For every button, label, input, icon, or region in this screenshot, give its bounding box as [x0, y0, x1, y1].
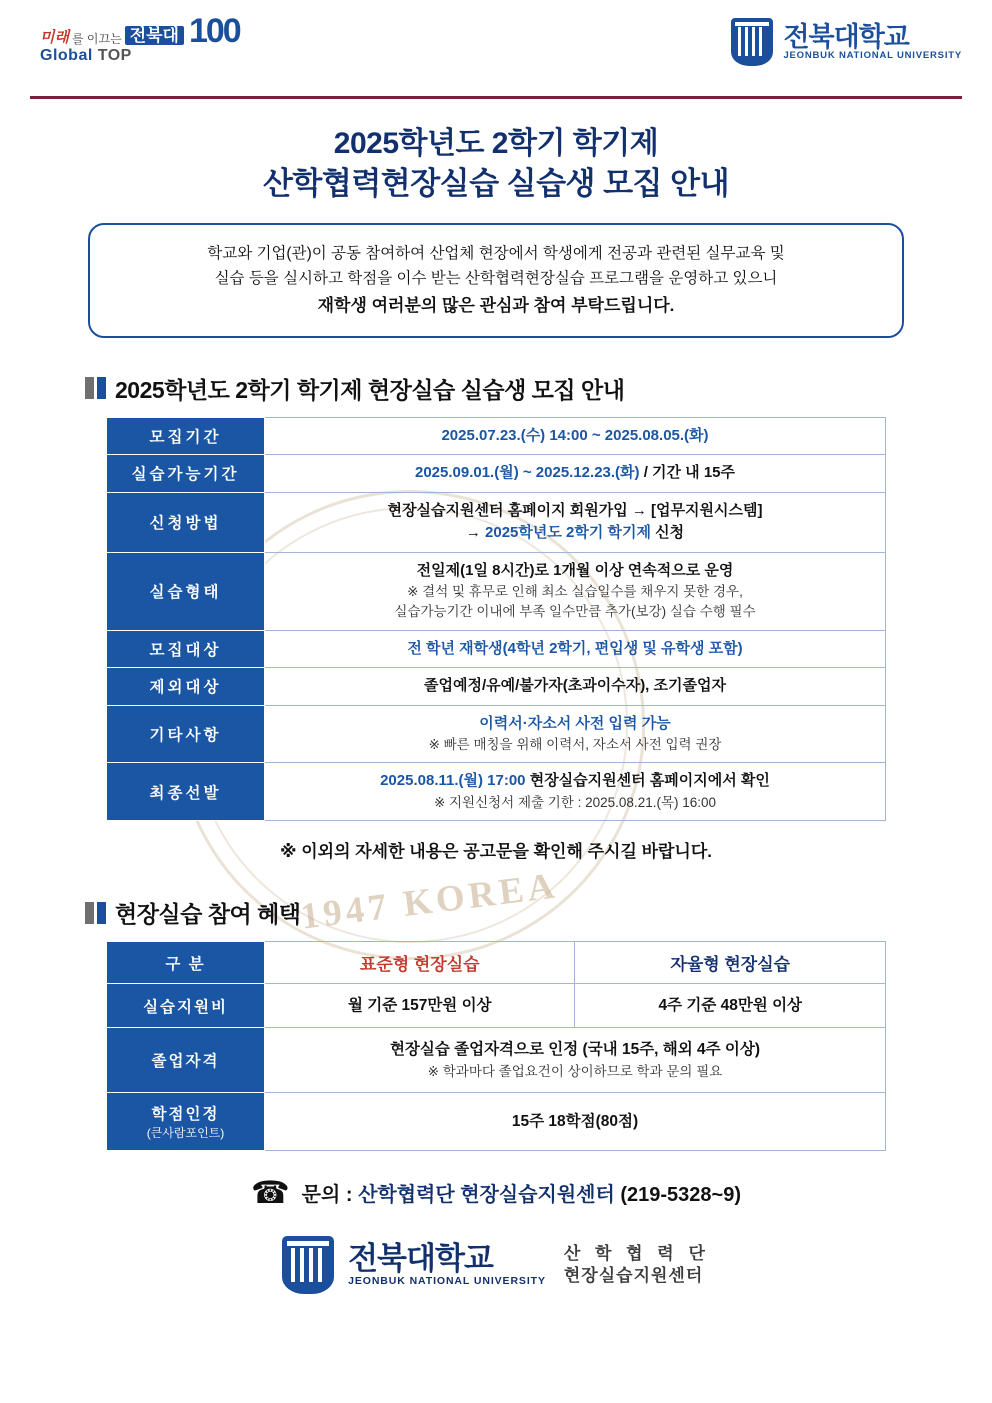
row-label-recruit-period: 모집기간 — [107, 417, 265, 455]
row-value-recruit-period — [265, 417, 886, 455]
phone-icon: ☎ — [251, 1174, 290, 1210]
benefits-table — [106, 941, 886, 1151]
apply-method-line2 — [275, 522, 875, 545]
row-label-apply-method: 신청방법 — [107, 492, 265, 552]
row-value-etc — [265, 705, 886, 763]
apply-method-arrow: → — [465, 524, 486, 542]
recruitment-table — [106, 417, 886, 822]
row-label-graduation: 졸업자격 — [107, 1028, 265, 1093]
logo-ikkneun-text: 를 이끄는 — [71, 32, 122, 47]
etc-line1: 이력서·자소서 사전 입력 가능 — [479, 714, 671, 732]
row-label-etc: 기타사항 — [107, 705, 265, 763]
global-top-100-logo — [40, 12, 240, 65]
logo-jbnu-text: 전북대 — [125, 26, 184, 45]
page-title-line2: 산학협력현장실습 실습생 모집 안내 — [262, 165, 730, 201]
recruit-period-value: 2025.07.23.(수) 14:00 ~ 2025.08.05.(화) — [441, 426, 709, 444]
final-selection-where: 현장실습지원센터 홈페이지에서 확인 — [525, 772, 770, 790]
row-label-final-selection: 최종선발 — [107, 763, 265, 821]
row-value-apply-method — [265, 492, 886, 552]
header-divider — [30, 96, 962, 99]
page-header — [0, 0, 992, 96]
section1-footnote: ※ 이외의 자세한 내용은 공고문을 확인해 주시길 바랍니다. — [279, 842, 713, 862]
footer-university-en: JEONBUK NATIONAL UNIVERSITY — [348, 1274, 546, 1287]
page-footer — [0, 1236, 992, 1294]
footer-org-line1: 산 학 협 력 단 — [563, 1243, 710, 1263]
internship-type-line1: 전일제(1일 8시간)로 1개월 이상 연속적으로 운영 — [416, 561, 734, 579]
final-selection-line1 — [275, 770, 875, 793]
table-row — [107, 1092, 886, 1150]
row-label-internship-period: 실습가능기간 — [107, 455, 265, 493]
intro-line3: 재학생 여러분의 많은 관심과 참여 부탁드립니다. — [317, 295, 675, 315]
section-marker-icon — [85, 377, 106, 399]
intro-line1: 학교와 기업(관)이 공동 참여하여 산업체 현장에서 학생에게 전공과 관련된 실무교육 및 — [207, 244, 785, 262]
university-logo — [731, 18, 962, 66]
contact-prefix: 문의 : — [301, 1183, 359, 1206]
page-title-line1: 2025학년도 2학기 학기제 — [333, 127, 659, 160]
footer-crest-icon — [282, 1236, 334, 1294]
contact-tel: (219-5328~9) — [614, 1183, 741, 1206]
excluded-value: 졸업예정/유예/불가자(초과이수자), 조기졸업자 — [424, 677, 726, 695]
row-value-final-selection — [265, 763, 886, 821]
footer-org-line2: 현장실습지원센터 — [563, 1265, 704, 1285]
logo-global-text: Global — [40, 47, 93, 65]
table-row — [107, 455, 886, 493]
footer-university-ko: 전북대학교 — [348, 1241, 493, 1277]
target-value: 전 학년 재학생(4학년 2학기, 편입생 및 유학생 포함) — [407, 639, 743, 657]
graduation-value — [265, 1028, 886, 1093]
logo-mirae-text: 미래 — [40, 29, 69, 47]
credit-label-main: 학점인정 — [151, 1105, 220, 1123]
support-fee-standard: 월 기준 157만원 이상 — [265, 984, 575, 1028]
row-label-credit — [107, 1092, 265, 1150]
row-value-internship-period — [265, 455, 886, 493]
credit-label-sub: (큰사람포인트) — [146, 1125, 225, 1140]
table-row — [107, 984, 886, 1028]
logo-100-text: 100 — [188, 12, 240, 50]
university-name-en: JEONBUK NATIONAL UNIVERSITY — [783, 50, 962, 62]
benefits-col-standard: 표준형 현장실습 — [265, 942, 575, 984]
table-row — [107, 492, 886, 552]
final-selection-date: 2025.08.11.(월) 17:00 — [380, 772, 526, 790]
watermark-text: 1947 KOREA — [298, 865, 561, 938]
row-label-excluded: 제외대상 — [107, 668, 265, 706]
internship-period-weeks: / 기간 내 15주 — [639, 464, 736, 482]
table-row — [107, 552, 886, 630]
table-row — [107, 763, 886, 821]
contact-text — [302, 1178, 741, 1207]
table-header-row — [107, 942, 886, 984]
row-value-internship-type — [265, 552, 886, 630]
internship-period-dates: 2025.09.01.(월) ~ 2025.12.23.(화) — [414, 464, 640, 482]
final-selection-line2: ※ 지원신청서 제출 기한 : 2025.08.21.(목) 16:00 — [433, 794, 717, 810]
section1-heading — [85, 372, 992, 405]
internship-type-line3: 실습가능기간 이내에 부족 일수만큼 추가(보강) 실습 수행 필수 — [394, 604, 756, 620]
row-label-support-fee: 실습지원비 — [107, 984, 265, 1028]
row-value-excluded — [265, 668, 886, 706]
row-label-target: 모집대상 — [107, 630, 265, 668]
section2-heading-text: 현장실습 참여 혜택 — [115, 901, 301, 928]
apply-method-line1: 현장실습지원센터 홈페이지 회원가입 → [업무지원시스템] — [387, 501, 763, 519]
graduation-line1: 현장실습 졸업자격으로 인정 (국내 15주, 해외 4주 이상) — [389, 1041, 761, 1059]
benefits-col-division: 구 분 — [107, 942, 265, 984]
graduation-line2: ※ 학과마다 졸업요건이 상이하므로 학과 문의 필요 — [427, 1063, 723, 1079]
section-marker-icon — [85, 902, 106, 924]
page-title — [0, 124, 992, 205]
university-name-ko: 전북대학교 — [783, 21, 909, 52]
university-crest-icon — [731, 18, 773, 66]
intro-line2: 실습 등을 실시하고 학점을 이수 받는 산학협력현장실습 프로그램을 운영하고 있으니 — [214, 270, 778, 288]
apply-method-suffix: 신청 — [650, 524, 685, 542]
etc-line2: ※ 빠른 매칭을 위해 이력서, 자소서 사전 입력 권장 — [428, 737, 722, 753]
table-row — [107, 417, 886, 455]
table-row — [107, 705, 886, 763]
support-fee-autonomous: 4주 기준 48만원 이상 — [575, 984, 886, 1028]
credit-value: 15주 18학점(80점) — [265, 1092, 886, 1150]
internship-type-line2: ※ 결석 및 휴무로 인해 최소 실습일수를 채우지 못한 경우, — [407, 584, 743, 600]
apply-method-program: 2025학년도 2학기 학기제 — [485, 524, 651, 542]
section1-heading-text: 2025학년도 2학기 학기제 현장실습 실습생 모집 안내 — [115, 376, 625, 403]
benefits-col-autonomous: 자율형 현장실습 — [575, 942, 886, 984]
section2-heading — [85, 896, 992, 929]
table-row — [107, 1028, 886, 1093]
logo-top-text: TOP — [97, 47, 132, 65]
row-value-target — [265, 630, 886, 668]
contact-line — [0, 1174, 992, 1210]
contact-org: 산학협력단 현장실습지원센터 — [358, 1183, 615, 1206]
table-row — [107, 668, 886, 706]
intro-box — [88, 223, 904, 338]
row-label-internship-type: 실습형태 — [107, 552, 265, 630]
table-row — [107, 630, 886, 668]
